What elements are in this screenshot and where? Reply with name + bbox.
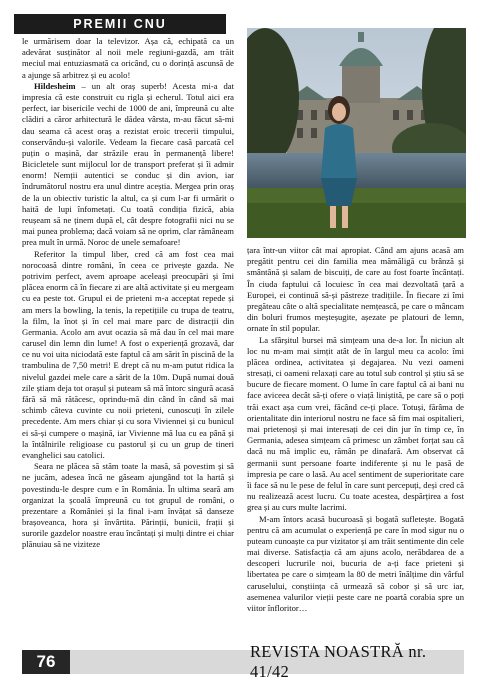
paragraph: le urmărisem doar la televizor. Așa că, echipată ca un adevărat susținător al noii mele regiuni-gazdă, am trăit meciul mai entuziasmată ca oricând, cu o dorință ascunsă de a ajunge să arbitrez și eu acolo!	[22, 36, 234, 80]
paragraph: țara într-un viitor cât mai apropiat. Când am ajuns acasă am pregătit pentru cei din familia mea mămăligă cu brânză și smântână și salam de biscuiți, de care au fost foarte încântați. În ciuda faptului că locuiesc în cea mai dezvoltată țară a Europei, ei continuă să-și păstreze tradițiile. În fiecare zi îmi pregăteau câte o altă specialitate nemțească, pe care o mâncam din boluri frumos meșteșugite, așezate pe platouri de lemn, ornate în stil popular.	[247, 245, 464, 334]
paragraph: Seara ne plăcea să stăm toate la masă, să povestim și să ne jucăm, adesea încă ne găseam ajungând tot la hartă și povestindu-le despre cum e în România. În ultima seară am organizat la școală împreună cu tot grupul de români, o prezentare a României și la final i-am învățat să danseze brașoveanca, hora și învârtita. Părinții, bunicii, frații și surorile gazdelor noastre erau încântați și mulți dintre ei chiar plănuiau să ne viziteze	[22, 461, 234, 550]
section-title: PREMII CNU	[73, 17, 167, 31]
paragraph-text: – un alt oraș superb! Acesta mi-a dat impresia că este construit cu rigla și echerul. Totul aici era perfect, iar bisericile vechi de 1000 de ani, împreună cu alte clădiri a căror arhitectură le dădea vârsta, m-au făcut să-mi dau seama că acest oraș a rezistat eroic trecerii timpului, conservându-și valorile. Vedeam la fiecare casă parcată cel puțin o mașină, dar străzile erau în permanență libere! Bicicletele sunt mijlocul lor de transport preferat și îi admir enorm! Nemții autentici se conduc și din avion, iar îndrumătorul nostru era unul dintre aceștia. Mergea prin oraș de la un obiectiv turistic la altul, ca și cum l-ar fi urmărit o haită de lupi înfometați. Cu toată condiția fizică, abia reușeam să ne ținem după el, cât despre fotografii nici nu se mai punea problema; dacă voiam să ne oprim, clar rămâneam prea mult în urmă. Noroc de unele semafoare!	[22, 80, 234, 248]
paragraph: Referitor la timpul liber, cred că am fost cea mai norocoasă dintre români, în ceea ce privește gazda. Ne potrivim perfect, avem aproape aceleași preocupări și îmi plăcea enorm că în fiecare zi are altă activitate și eu mergeam cu ea peste tot. Grupul ei de prieteni m-a acceptat repede și am mers la bowling, la tenis, la repetițiile cu trupa de teatru, la film, la înot și în cel mai mare parc de distracții din Germania. Acolo am avut ocazia să mă dau în cel mai mare carusel din lemn din lume! A fost o experiență grozavă, dar ce nu voi uita niciodată este faptul că am sărit în piscină de la trambulina de 7,50 metri! E drept că nu m-am putut ridica la nivelul gazdei mele care a sărit de la 10m. După numai două zile știam deja tot orașul și puteam să mă întorc singură acasă fără să mă rătăcesc, oprindu-mă din când în când să mai schimb câteva cuvinte cu noii prieteni, cunoscuți în zilele precedente. Am mers chiar și cu sora Viviennei și cu bunicul ei să-și cumpere o mașină, iar Vivienne mă lua cu ea până și la întâlnirile religioase cu pastorul și cu un grup de tineri evanghelici sau catolici.	[22, 248, 234, 460]
section-title-banner	[14, 14, 226, 34]
city-name-bold: Hildesheim	[34, 80, 76, 91]
photo-girl-town-hall-icon	[247, 28, 466, 238]
paragraph: M-am întors acasă bucuroasă și bogată sufletește. Bogată pentru că am acumulat o experiență pe care în mod sigur nu o puteam cunoaște ca pur vizitator și am trăit sentimente din cele mai diverse. Satisfacția că am ajuns acolo, nerăbdarea de a descoperi lucrurile noi, bucuria de a-ți face prieteni și libertatea pe care o simțeam la 80 de metri înălțime din vârful caruselului, conștiința că urmează să cobor și să urc iar, asemenea valurilor vieții peste care ne poartă corabia spre un viitor înfloritor…	[247, 513, 464, 613]
page-number: 76	[22, 650, 70, 674]
right-text-column	[247, 245, 464, 614]
article-photo	[247, 28, 466, 238]
paragraph: La sfârșitul bursei mă simțeam una de-a lor. În niciun alt loc nu m-am mai simțit atât de în largul meu ca acolo: îmi plăcea ordinea, activitatea și degajarea. Nu vezi oameni stresați, ci oameni relaxați care au totul sub control și știu să se bucure de fiecare moment. O lume în care faptul că ai bani nu face aviceea decât să-ți ofere o viață liniștită, pe care să o poți trăi exact așa cum vrei, făcând ce-ți place. Totuși, fărâma de orientalitate din interiorul nostru ne face să fim mai ospitalieri, mai prietenoși și mai interesați de cei din jur în timp ce, în Germania, adesea simțeam că primesc un zâmbet forțat sau că dacă nu mă implic eu, rămân pe dinafară. Am observat că germanii sunt persoane foarte indiferente și nu le pasă de impresia pe care o lasă. Au acel sentiment de superioritate care îi face să nu le pese de felul în care sunt percepuți, deși cred că nu realizează acest lucru. Cu toate acestea, despărțirea a fost grea și au curs multe lacrimi.	[247, 334, 464, 513]
left-text-column	[22, 36, 234, 551]
magazine-title: REVISTA NOASTRĂ nr. 41/42	[250, 642, 427, 681]
paragraph	[22, 81, 234, 249]
